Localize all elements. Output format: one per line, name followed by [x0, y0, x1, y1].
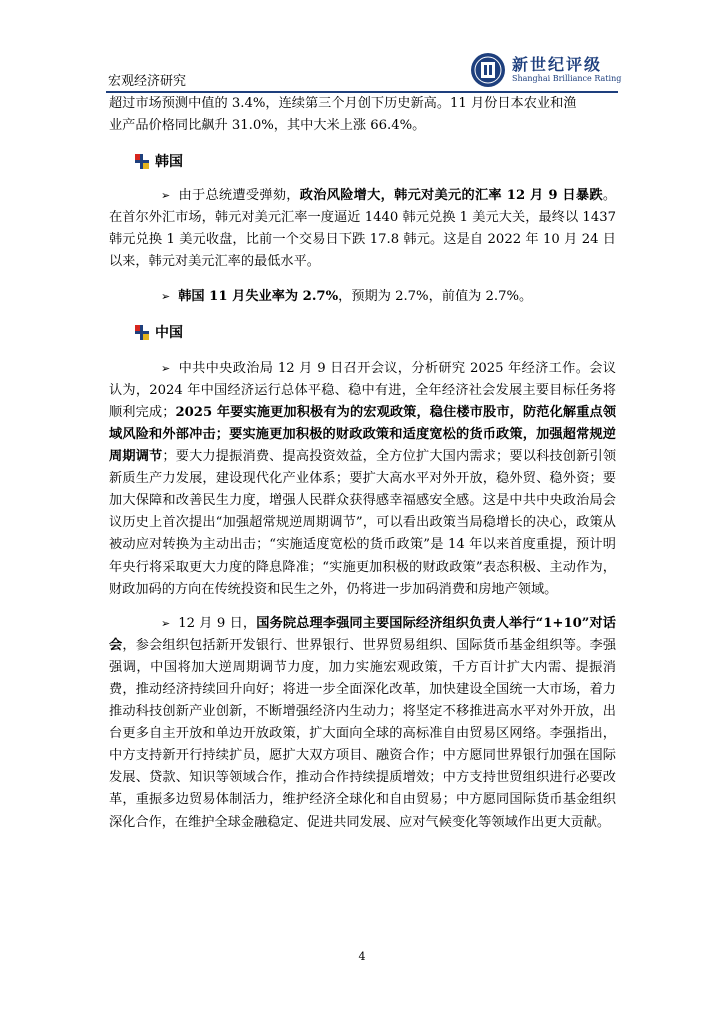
section-flag-icon — [135, 325, 149, 341]
bullet-arrow-icon: ➢ — [161, 361, 171, 375]
korea-paragraph-unemployment: ➢ 韩国 11 月失业率为 2.7%，预期为 2.7%，前值为 2.7%。 — [109, 286, 616, 308]
section-heading-china — [135, 322, 616, 344]
section-heading-korea — [135, 151, 616, 173]
china-paragraph-dialogue: ➢ 12 月 9 日，国务院总理李强同主要国际经济组织负责人举行“1+10”对话会，参会组织包括新开发银行、世界银行、世界贸易组织、国际货币基金组织等。李强强调，中国将加大逆周期调节力度，加力实施宏观政策，千方百计扩大内需、提振消费，推动经济持续回升向好；将进一步全面深化改革，加快建设全国统一大市场，着力推动科技创新产业创新，不断增强经济内生动力；将坚定不移推进高水平对外开放，出台更多自主开放和单边开放政策，扩大面向全球的高标准自由贸易区网络。李强指出，中方支持新开行持续扩员，愿扩大双方项目、融资合作；中方愿同世界银行加强在国际发展、贷款、知识等领域合作，推动合作持续提质增效；中方支持世贸组织进行必要改革，重振多边贸易体制活力，维护经济全球化和自由贸易；中方愿同国际货币基金组织深化合作，在维护全球金融稳定、促进共同发展、应对气候变化等领域作出更大贡献。 — [109, 613, 616, 834]
rating-seal-icon — [470, 52, 506, 88]
bullet-arrow-icon: ➢ — [161, 189, 171, 203]
logo-english-name: Shanghai Brilliance Rating — [512, 74, 622, 83]
header-section-title: 宏观经济研究 — [108, 74, 187, 89]
logo-chinese-name: 新世纪评级 — [512, 55, 603, 74]
document-body — [109, 93, 616, 834]
china-paragraph-politburo: ➢ 中共中央政治局 12 月 9 日召开会议，分析研究 2025 年经济工作。会议认为，2024 年中国经济运行总体平稳、稳中有进，全年经济社会发展主要目标任务将顺利完成；2025 年要实施更加积极有为的宏观政策，稳住楼市股市，防范化解重点领域风险和外部冲击；要实施更加积极的财政政策和适度宽松的货币政策，加强超常规逆周期调节；要大力提振消费、提高投资效益，全方位扩大国内需求；要以科技创新引领新质生产力发展，建设现代化产业体系；要扩大高水平对外开放，稳外贸、稳外资；要加大保障和改善民生力度，增强人民群众获得感幸福感安全感。这是中共中央政治局会议历史上首次提出“加强超常规逆周期调节”，可以看出政策当局稳增长的决心，政策从被动应对转换为主动出击；“实施适度宽松的货币政策”是 14 年以来首度重提，预计明年央行将采取更大力度的降息降准；“实施更加积极的财政政策”表态积极、主动作为，财政加码的方向在传统投资和民生之外，仍将进一步加码消费和房地产领域。 — [109, 358, 616, 601]
intro-line-1: 超过市场预测中值的 3.4%，连续第三个月创下历史新高。11 月份日本农业和渔 — [109, 96, 577, 111]
section-flag-icon — [135, 154, 149, 170]
page-number: 4 — [358, 950, 366, 963]
bullet-arrow-icon: ➢ — [161, 289, 171, 303]
korea-heading-text: 韩国 — [155, 154, 183, 171]
bullet-arrow-icon: ➢ — [161, 616, 171, 630]
intro-line-2: 业产品价格同比飙升 31.0%，其中大米上涨 66.4%。 — [109, 118, 426, 134]
china-heading-text: 中国 — [155, 324, 183, 341]
company-logo — [470, 52, 620, 92]
korea-paragraph-exchange-rate: ➢ 由于总统遭受弹劾，政治风险增大，韩元对美元的汇率 12 月 9 日暴跌。在首尔外汇市场，韩元对美元汇率一度逼近 1440 韩元兑换 1 美元大关，最终以 1437 韩元兑换 1 美元收盘，比前一个交易日下跌 17.8 韩元。这是自 2022 年 10 月 24 日以来，韩元对美元汇率的最低水平。 — [109, 185, 616, 273]
